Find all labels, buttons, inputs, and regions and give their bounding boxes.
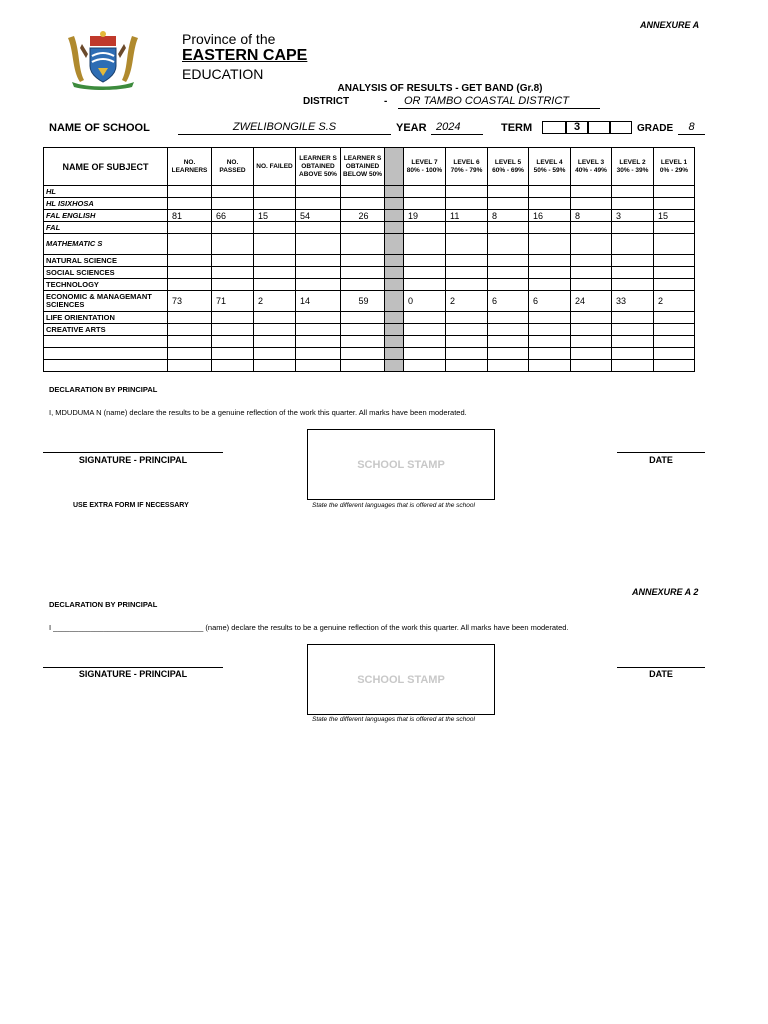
declaration-text: I, MDUDUMA N (name) declare the results to be a genuine reflection of the work this quarter. All marks have been moderated. [49, 408, 467, 417]
value-cell[interactable] [212, 222, 254, 234]
value-cell[interactable] [488, 198, 529, 210]
value-cell[interactable] [612, 360, 654, 372]
value-cell[interactable] [212, 324, 254, 336]
results-table [43, 147, 695, 372]
value-cell[interactable]: 33 [612, 291, 654, 312]
term-label: TERM [501, 122, 533, 134]
value-cell[interactable] [571, 222, 612, 234]
value-cell[interactable] [212, 312, 254, 324]
value-cell[interactable] [212, 279, 254, 291]
table-row [44, 291, 695, 312]
value-cell[interactable] [571, 279, 612, 291]
value-cell[interactable]: 16 [529, 210, 571, 222]
value-cell[interactable] [446, 255, 488, 267]
value-cell[interactable] [571, 360, 612, 372]
value-cell[interactable] [654, 255, 695, 267]
subject-name-cell: HL [44, 186, 168, 198]
value-cell[interactable]: 24 [571, 291, 612, 312]
header-level-7: LEVEL 7 80% - 100% [404, 148, 446, 186]
value-cell[interactable] [488, 324, 529, 336]
value-cell[interactable] [571, 348, 612, 360]
table-row [44, 336, 695, 348]
separator-cell [385, 360, 404, 372]
value-cell[interactable] [296, 324, 341, 336]
value-cell[interactable] [571, 312, 612, 324]
value-cell[interactable] [212, 348, 254, 360]
value-cell[interactable] [571, 324, 612, 336]
province-name: EASTERN CAPE [182, 47, 308, 64]
value-cell[interactable] [529, 279, 571, 291]
value-cell[interactable] [488, 255, 529, 267]
annexure-label: ANNEXURE A [640, 20, 700, 30]
value-cell[interactable] [296, 348, 341, 360]
header-below-50: LEARNER S OBTAINED BELOW 50% [341, 148, 385, 186]
separator-cell [385, 234, 404, 255]
table-row [44, 267, 695, 279]
school-stamp-box: SCHOOL STAMP [307, 429, 495, 500]
separator-cell [385, 291, 404, 312]
value-cell[interactable] [654, 279, 695, 291]
value-cell[interactable] [296, 336, 341, 348]
date-2-line[interactable] [617, 667, 705, 668]
value-cell[interactable] [404, 336, 446, 348]
value-cell[interactable] [446, 360, 488, 372]
value-cell[interactable] [254, 186, 296, 198]
school-name-label: NAME OF SCHOOL [49, 122, 150, 134]
value-cell[interactable] [212, 255, 254, 267]
header-passed: NO. PASSED [212, 148, 254, 186]
date-line[interactable] [617, 452, 705, 453]
value-cell[interactable] [404, 348, 446, 360]
value-cell[interactable]: 73 [168, 291, 212, 312]
value-cell[interactable] [488, 186, 529, 198]
separator-cell [385, 312, 404, 324]
table-row [44, 186, 695, 198]
table-header-row [44, 148, 695, 186]
value-cell[interactable] [654, 222, 695, 234]
subject-name-cell: NATURAL SCIENCE [44, 255, 168, 267]
value-cell[interactable] [529, 336, 571, 348]
value-cell[interactable]: 71 [212, 291, 254, 312]
separator-cell [385, 324, 404, 336]
value-cell[interactable] [341, 312, 385, 324]
district-field[interactable]: OR TAMBO COASTAL DISTRICT [398, 95, 600, 109]
value-cell[interactable]: 2 [446, 291, 488, 312]
coat-of-arms-icon [62, 30, 144, 90]
value-cell[interactable]: 26 [341, 210, 385, 222]
value-cell[interactable] [212, 186, 254, 198]
header-failed: NO. FAILED [254, 148, 296, 186]
date-2-label: DATE [649, 669, 673, 679]
table-row [44, 324, 695, 336]
subject-name-cell: FAL [44, 222, 168, 234]
district-label: DISTRICT [303, 96, 350, 107]
separator-cell [385, 267, 404, 279]
value-cell[interactable] [529, 198, 571, 210]
value-cell[interactable] [296, 360, 341, 372]
signature-line[interactable] [43, 452, 223, 453]
value-cell[interactable] [341, 348, 385, 360]
value-cell[interactable] [571, 336, 612, 348]
value-cell[interactable] [612, 267, 654, 279]
subject-name-cell: MATHEMATIC S [44, 234, 168, 255]
term-box-4[interactable] [610, 121, 632, 134]
value-cell[interactable] [654, 267, 695, 279]
value-cell[interactable] [529, 234, 571, 255]
value-cell[interactable] [341, 360, 385, 372]
value-cell[interactable] [488, 267, 529, 279]
value-cell[interactable] [654, 234, 695, 255]
table-row [44, 234, 695, 255]
value-cell[interactable] [612, 198, 654, 210]
value-cell[interactable] [529, 360, 571, 372]
value-cell[interactable] [296, 234, 341, 255]
subject-name-cell: CREATIVE ARTS [44, 324, 168, 336]
separator-cell [385, 279, 404, 291]
value-cell[interactable] [529, 255, 571, 267]
year-field[interactable]: 2024 [431, 121, 483, 135]
declaration-title: DECLARATION BY PRINCIPAL [49, 385, 158, 394]
value-cell[interactable] [612, 222, 654, 234]
value-cell[interactable] [254, 348, 296, 360]
term-field[interactable]: 3 [566, 121, 588, 134]
value-cell[interactable]: 11 [446, 210, 488, 222]
header-level-6: LEVEL 6 70% - 79% [446, 148, 488, 186]
value-cell[interactable] [341, 198, 385, 210]
value-cell[interactable] [296, 198, 341, 210]
header-level-4: LEVEL 4 50% - 59% [529, 148, 571, 186]
value-cell[interactable] [404, 324, 446, 336]
value-cell[interactable] [296, 267, 341, 279]
value-cell[interactable] [254, 198, 296, 210]
value-cell[interactable] [612, 255, 654, 267]
value-cell[interactable] [341, 267, 385, 279]
value-cell[interactable] [488, 279, 529, 291]
value-cell[interactable]: 54 [296, 210, 341, 222]
header-level-3: LEVEL 3 40% - 49% [571, 148, 612, 186]
value-cell[interactable] [612, 279, 654, 291]
header-separator [385, 148, 404, 186]
subject-name-cell: SOCIAL SCIENCES [44, 267, 168, 279]
value-cell[interactable]: 66 [212, 210, 254, 222]
value-cell[interactable] [254, 312, 296, 324]
value-cell[interactable] [654, 198, 695, 210]
subject-name-cell: TECHNOLOGY [44, 279, 168, 291]
value-cell[interactable] [168, 336, 212, 348]
value-cell[interactable] [296, 255, 341, 267]
value-cell[interactable] [488, 222, 529, 234]
school-stamp-2-box: SCHOOL STAMP [307, 644, 495, 715]
subject-name-cell: LIFE ORIENTATION [44, 312, 168, 324]
grade-field[interactable]: 8 [678, 121, 705, 135]
value-cell[interactable] [488, 336, 529, 348]
grade-label: GRADE [637, 123, 674, 134]
separator-cell [385, 210, 404, 222]
value-cell[interactable] [571, 186, 612, 198]
extra-form-note: USE EXTRA FORM IF NECESSARY [73, 502, 189, 509]
district-dash: - [384, 96, 388, 107]
value-cell[interactable] [446, 348, 488, 360]
value-cell[interactable] [446, 222, 488, 234]
value-cell[interactable] [296, 312, 341, 324]
value-cell[interactable] [654, 336, 695, 348]
value-cell[interactable]: 2 [654, 291, 695, 312]
signature-2-label: SIGNATURE - PRINCIPAL [78, 669, 188, 679]
value-cell[interactable] [446, 234, 488, 255]
value-cell[interactable] [404, 279, 446, 291]
value-cell[interactable] [488, 234, 529, 255]
value-cell[interactable] [212, 336, 254, 348]
province-line-1: Province of the [182, 31, 276, 47]
value-cell[interactable] [446, 324, 488, 336]
separator-cell [385, 222, 404, 234]
value-cell[interactable] [404, 198, 446, 210]
value-cell[interactable]: 19 [404, 210, 446, 222]
value-cell[interactable] [529, 312, 571, 324]
value-cell[interactable]: 3 [612, 210, 654, 222]
value-cell[interactable] [529, 267, 571, 279]
value-cell[interactable] [446, 279, 488, 291]
separator-cell [385, 348, 404, 360]
value-cell[interactable]: 6 [488, 291, 529, 312]
table-row [44, 312, 695, 324]
value-cell[interactable]: 6 [529, 291, 571, 312]
value-cell[interactable] [612, 324, 654, 336]
value-cell[interactable] [254, 324, 296, 336]
value-cell[interactable] [404, 222, 446, 234]
value-cell[interactable] [404, 186, 446, 198]
signature-2-line[interactable] [43, 667, 223, 668]
stamp-note: State the different languages that is offered at the school [312, 502, 475, 509]
year-label: YEAR [396, 122, 427, 134]
value-cell[interactable] [341, 234, 385, 255]
value-cell[interactable] [654, 324, 695, 336]
annexure-2-label: ANNEXURE A 2 [632, 587, 699, 597]
value-cell[interactable] [168, 360, 212, 372]
value-cell[interactable] [612, 348, 654, 360]
value-cell[interactable] [168, 255, 212, 267]
table-row [44, 210, 695, 222]
subject-name-cell: FAL ENGLISH [44, 210, 168, 222]
value-cell[interactable] [446, 186, 488, 198]
value-cell[interactable] [168, 186, 212, 198]
header-level-2: LEVEL 2 30% - 39% [612, 148, 654, 186]
value-cell[interactable] [654, 348, 695, 360]
value-cell[interactable] [254, 222, 296, 234]
value-cell[interactable] [529, 348, 571, 360]
value-cell[interactable]: 81 [168, 210, 212, 222]
value-cell[interactable] [488, 312, 529, 324]
department-name: EDUCATION [182, 66, 264, 82]
term-box-3[interactable] [588, 121, 610, 134]
header-learners: NO. LEARNERS [168, 148, 212, 186]
subject-name-cell: ECONOMIC & MANAGEMANT SCIENCES [44, 291, 168, 312]
value-cell[interactable] [254, 336, 296, 348]
header-level-5: LEVEL 5 60% - 69% [488, 148, 529, 186]
header-subject: NAME OF SUBJECT [44, 148, 168, 186]
value-cell[interactable]: 0 [404, 291, 446, 312]
value-cell[interactable]: 2 [254, 291, 296, 312]
value-cell[interactable] [168, 348, 212, 360]
value-cell[interactable] [404, 234, 446, 255]
value-cell[interactable] [168, 279, 212, 291]
value-cell[interactable] [168, 312, 212, 324]
separator-cell [385, 336, 404, 348]
value-cell[interactable] [212, 360, 254, 372]
value-cell[interactable] [168, 198, 212, 210]
separator-cell [385, 198, 404, 210]
value-cell[interactable]: 15 [654, 210, 695, 222]
value-cell[interactable] [529, 186, 571, 198]
table-row [44, 255, 695, 267]
value-cell[interactable] [212, 198, 254, 210]
value-cell[interactable]: 8 [571, 210, 612, 222]
value-cell[interactable] [404, 360, 446, 372]
value-cell[interactable] [296, 222, 341, 234]
term-box-1[interactable] [542, 121, 566, 134]
value-cell[interactable] [212, 234, 254, 255]
value-cell[interactable] [612, 186, 654, 198]
value-cell[interactable] [654, 360, 695, 372]
value-cell[interactable] [168, 324, 212, 336]
value-cell[interactable] [571, 267, 612, 279]
value-cell[interactable] [341, 186, 385, 198]
subject-name-cell [44, 336, 168, 348]
separator-cell [385, 186, 404, 198]
table-row [44, 360, 695, 372]
subject-name-cell [44, 360, 168, 372]
value-cell[interactable]: 59 [341, 291, 385, 312]
separator-cell [385, 255, 404, 267]
table-row [44, 348, 695, 360]
value-cell[interactable] [341, 279, 385, 291]
value-cell[interactable] [571, 255, 612, 267]
value-cell[interactable] [654, 186, 695, 198]
value-cell[interactable] [404, 255, 446, 267]
value-cell[interactable] [404, 267, 446, 279]
value-cell[interactable] [341, 324, 385, 336]
analysis-title: ANALYSIS OF RESULTS - GET BAND (Gr.8) [337, 83, 543, 94]
signature-label: SIGNATURE - PRINCIPAL [78, 455, 188, 465]
value-cell[interactable] [654, 312, 695, 324]
value-cell[interactable] [529, 324, 571, 336]
value-cell[interactable] [254, 234, 296, 255]
value-cell[interactable] [168, 222, 212, 234]
value-cell[interactable] [296, 186, 341, 198]
value-cell[interactable] [404, 312, 446, 324]
header-level-1: LEVEL 1 0% - 29% [654, 148, 695, 186]
value-cell[interactable] [612, 234, 654, 255]
date-label: DATE [649, 455, 673, 465]
value-cell[interactable] [341, 222, 385, 234]
value-cell[interactable] [212, 267, 254, 279]
value-cell[interactable] [571, 198, 612, 210]
value-cell[interactable] [254, 279, 296, 291]
declaration-2-text: I ____________________________________ (name) declare the results to be a genuine reflection of the work this quarter. All marks have been moderated. [49, 623, 569, 632]
value-cell[interactable] [446, 336, 488, 348]
stamp-2-note: State the different languages that is offered at the school [312, 716, 475, 723]
value-cell[interactable] [529, 222, 571, 234]
value-cell[interactable] [488, 348, 529, 360]
value-cell[interactable] [296, 279, 341, 291]
value-cell[interactable] [168, 267, 212, 279]
value-cell[interactable] [341, 255, 385, 267]
declaration-2-title: DECLARATION BY PRINCIPAL [49, 600, 158, 609]
value-cell[interactable] [612, 336, 654, 348]
value-cell[interactable]: 14 [296, 291, 341, 312]
value-cell[interactable]: 8 [488, 210, 529, 222]
value-cell[interactable] [254, 267, 296, 279]
value-cell[interactable] [341, 336, 385, 348]
value-cell[interactable] [446, 312, 488, 324]
value-cell[interactable] [254, 255, 296, 267]
table-row [44, 198, 695, 210]
value-cell[interactable] [571, 234, 612, 255]
table-row [44, 222, 695, 234]
value-cell[interactable] [612, 312, 654, 324]
value-cell[interactable] [446, 198, 488, 210]
value-cell[interactable] [488, 360, 529, 372]
subject-name-cell [44, 348, 168, 360]
value-cell[interactable] [168, 234, 212, 255]
school-name-field[interactable]: ZWELIBONGILE S.S [178, 121, 391, 135]
value-cell[interactable] [446, 267, 488, 279]
value-cell[interactable]: 15 [254, 210, 296, 222]
subject-name-cell: HL ISIXHOSA [44, 198, 168, 210]
header-above-50: LEARNER S OBTAINED ABOVE 50% [296, 148, 341, 186]
table-row [44, 279, 695, 291]
value-cell[interactable] [254, 360, 296, 372]
